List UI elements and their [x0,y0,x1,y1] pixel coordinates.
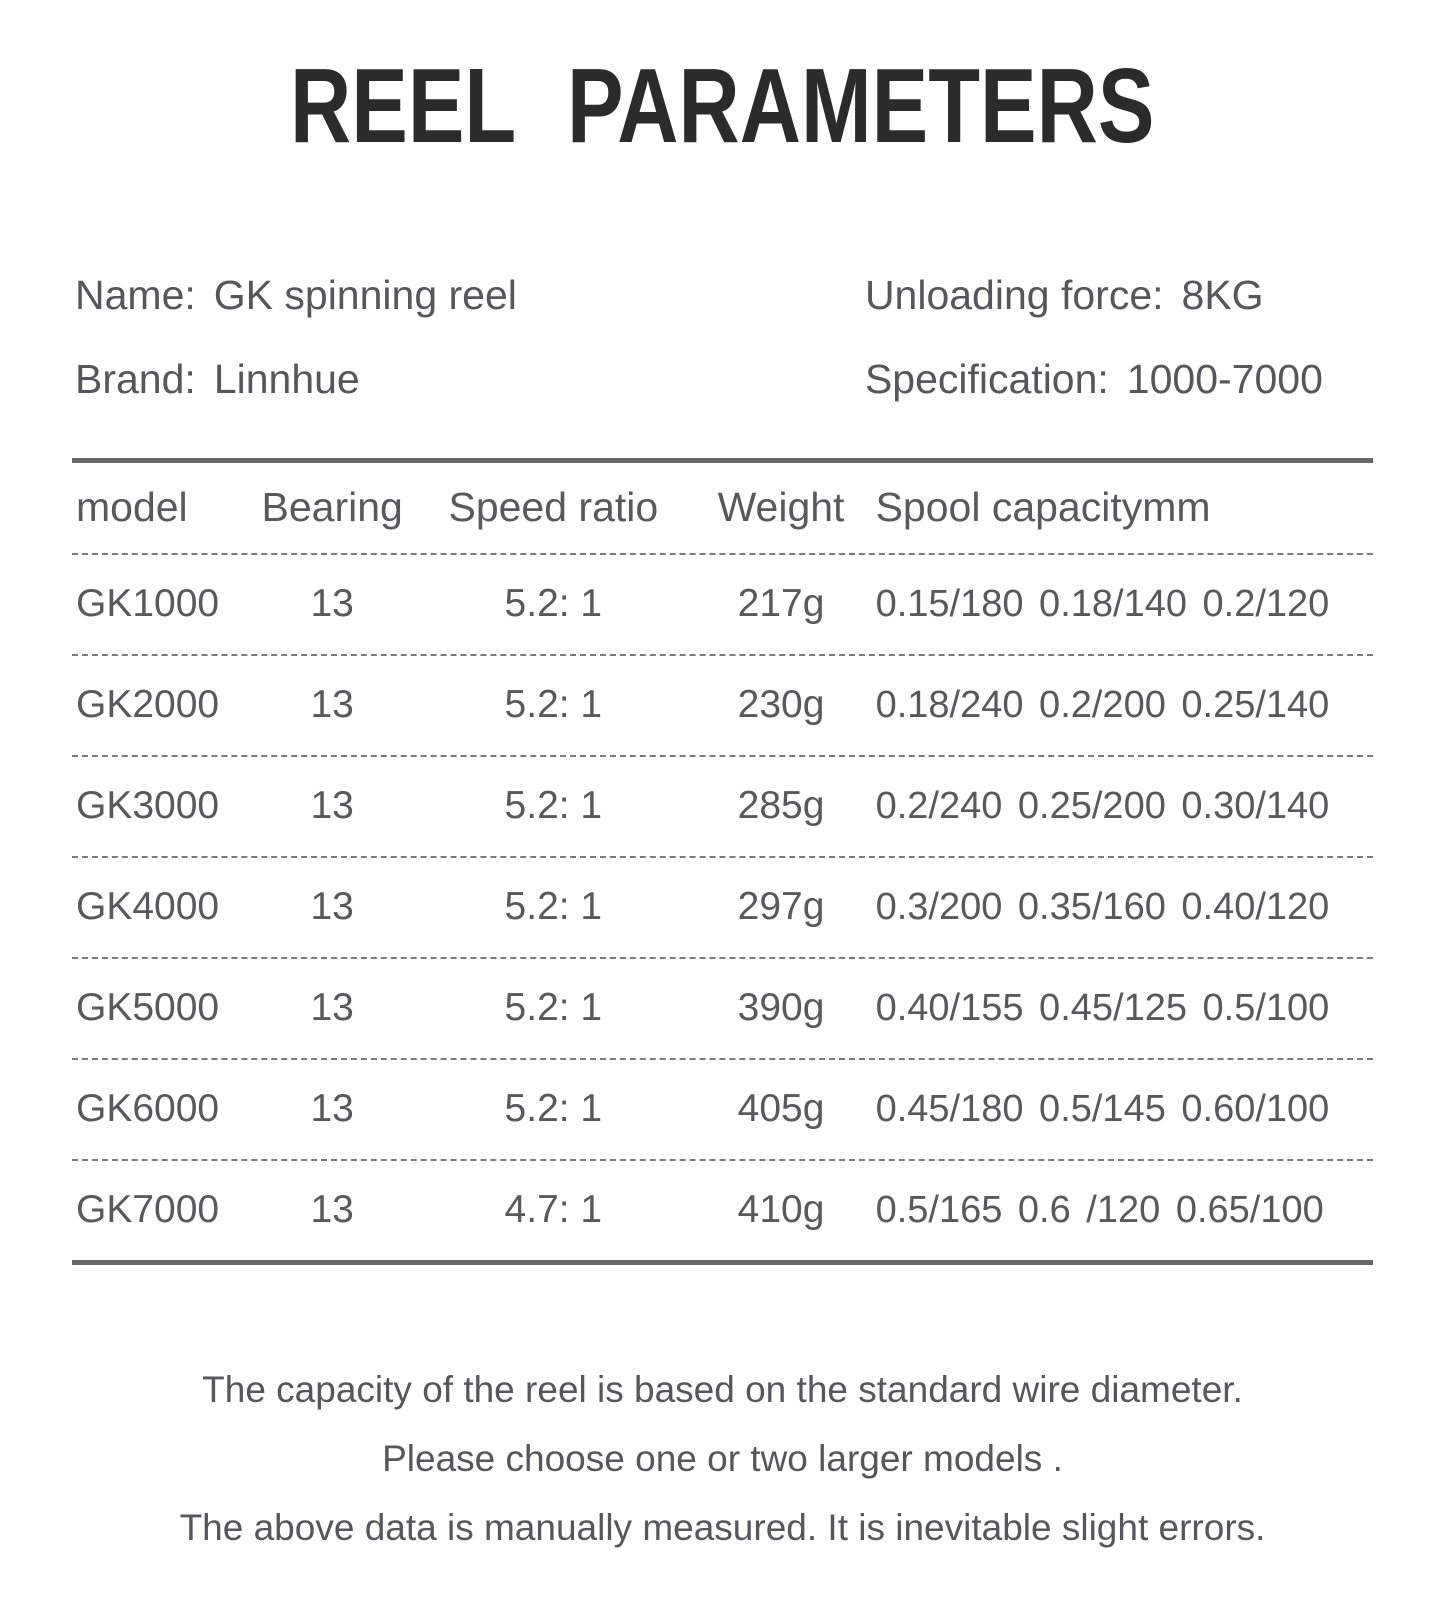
cell-spool-capacity: 0.5/165 0.6 /120 0.65/100 [875,1188,1324,1231]
table-body [72,555,1373,1260]
cell-bearing: 13 [310,1188,354,1232]
cell-model: GK3000 [76,784,220,828]
cell-speed-ratio: 5.2: 1 [504,582,603,626]
cell-model: GK2000 [76,683,220,727]
cell-spool-capacity: 0.40/155 0.45/125 0.5/100 [875,986,1330,1029]
col-header-spool-capacity: Spool capacitymm [875,484,1211,531]
title-bar [0,0,1445,168]
cell-spool-capacity: 0.45/180 0.5/145 0.60/100 [875,1087,1330,1130]
table-row [72,757,1373,858]
cell-bearing: 13 [310,1087,354,1131]
info-unloading-force-label: Unloading force: [864,271,1164,318]
cell-speed-ratio: 5.2: 1 [504,784,603,828]
cell-speed-ratio: 5.2: 1 [504,986,603,1030]
cell-weight: 297g [737,885,825,929]
info-unloading-force-value: 8KG [1181,271,1264,318]
cell-spool-capacity: 0.3/200 0.35/160 0.40/120 [875,885,1330,928]
info-name-value: GK spinning reel [213,271,517,318]
cell-speed-ratio: 5.2: 1 [504,1087,603,1131]
col-header-weight: Weight [717,484,845,531]
cell-model: GK4000 [76,885,220,929]
cell-model: GK1000 [76,582,220,626]
cell-speed-ratio: 5.2: 1 [504,683,603,727]
cell-spool-capacity: 0.15/180 0.18/140 0.2/120 [875,582,1330,625]
table-row [72,1060,1373,1161]
cell-weight: 217g [737,582,825,626]
cell-spool-capacity: 0.2/240 0.25/200 0.30/140 [875,784,1330,827]
cell-weight: 285g [737,784,825,828]
note-line: The above data is manually measured. It is inevitable slight errors. [179,1506,1266,1548]
info-name [75,270,865,320]
page-title: REEL PARAMETERS [290,47,1155,165]
footer-notes [0,1355,1445,1562]
info-brand-value: Linnhue [213,355,360,402]
cell-weight: 410g [737,1188,825,1232]
cell-weight: 405g [737,1087,825,1131]
col-header-bearing: Bearing [261,484,403,531]
cell-bearing: 13 [310,683,354,727]
col-header-speed-ratio: Speed ratio [448,484,659,531]
cell-bearing: 13 [310,784,354,828]
cell-speed-ratio: 4.7: 1 [504,1188,603,1232]
cell-weight: 390g [737,986,825,1030]
note-line: The capacity of the reel is based on the standard wire diameter. [202,1368,1243,1410]
info-specification [865,354,1370,404]
cell-bearing: 13 [310,986,354,1030]
table-header-row [72,463,1373,555]
info-specification-label: Specification: [864,355,1109,402]
cell-bearing: 13 [310,582,354,626]
table-row [72,858,1373,959]
cell-model: GK5000 [76,986,220,1030]
cell-spool-capacity: 0.18/240 0.2/200 0.25/140 [875,683,1330,726]
col-header-model: model [76,484,188,531]
note-line: Please choose one or two larger models . [382,1437,1063,1479]
info-unloading-force [865,270,1370,320]
cell-bearing: 13 [310,885,354,929]
info-brand-label: Brand: [75,355,196,402]
spec-table [72,458,1373,1265]
table-row [72,959,1373,1060]
table-row [72,555,1373,656]
info-section [75,270,1370,404]
cell-speed-ratio: 5.2: 1 [504,885,603,929]
cell-model: GK7000 [76,1188,220,1232]
cell-weight: 230g [737,683,825,727]
info-name-label: Name: [75,271,196,318]
info-brand [75,354,865,404]
info-specification-value: 1000-7000 [1126,355,1323,402]
table-row [72,1161,1373,1260]
table-row [72,656,1373,757]
cell-model: GK6000 [76,1087,220,1131]
